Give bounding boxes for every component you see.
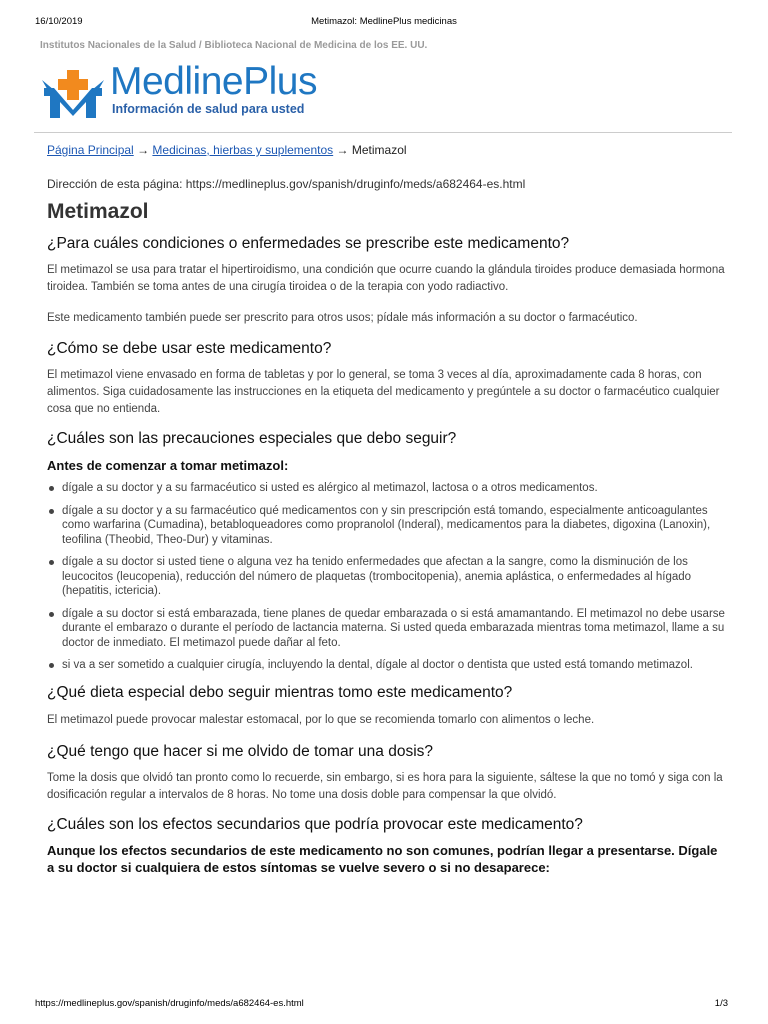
bullet-icon bbox=[49, 509, 54, 514]
list-item-text: dígale a su doctor si usted tiene o alguna vez ha tenido enfermedades que afectan a la sangre, como la disminución de los leucocitos (leucopenia), reducción del número de plaquetas (trombocitopenia), anemia aplástica, o enfermedades al hígado (hepatitis, ictericia). bbox=[62, 556, 692, 597]
section-heading-missed-dose: ¿Qué tengo que hacer si me olvido de tomar una dosis? bbox=[47, 742, 434, 760]
precautions-subheading: Antes de comenzar a tomar metimazol: bbox=[47, 458, 289, 473]
bullet-icon bbox=[49, 560, 54, 565]
print-date: 16/10/2019 bbox=[35, 16, 83, 27]
conditions-paragraph-1: El metimazol se usa para tratar el hipertiroidismo, una condición que ocurre cuando la glándula tiroides produce demasiada hormona tiroidea. También se toma antes de una cirugía tiroidea o de la terapia con yodo radiactivo. bbox=[47, 264, 725, 293]
diet-paragraph: El metimazol puede provocar malestar estomacal, por lo que se recomienda tomarlo con alimentos o leche. bbox=[47, 713, 595, 726]
list-item bbox=[47, 607, 727, 651]
breadcrumb bbox=[47, 142, 727, 158]
page-address: Dirección de esta página: https://medlineplus.gov/spanish/druginfo/meds/a682464-es.html bbox=[47, 177, 526, 191]
usage-paragraph: El metimazol viene envasado en forma de tabletas y por lo general, se toma 3 veces al día, aproximadamente cada 8 horas, con alimentos. Siga cuidadosamente las instrucciones en la etiqueta del medicamento y pregúntele a su doctor o farmacéutico cualquier cosa que no entienda. bbox=[47, 369, 720, 415]
logo-tagline: Información de salud para usted bbox=[112, 102, 305, 116]
print-footer-url: https://medlineplus.gov/spanish/druginfo/meds/a682464-es.html bbox=[35, 998, 304, 1009]
bullet-icon bbox=[49, 663, 54, 668]
logo-wordmark: MedlinePlus bbox=[110, 60, 317, 103]
bullet-icon bbox=[49, 486, 54, 491]
caduceus-person-icon bbox=[40, 66, 106, 122]
breadcrumb-current: Metimazol bbox=[351, 143, 407, 157]
list-item-text: si va a ser sometido a cualquier cirugía, incluyendo la dental, dígale al doctor o dentista que usted está tomando metimazol. bbox=[62, 659, 693, 671]
main-content bbox=[47, 142, 727, 876]
print-page-title: Metimazol: MedlinePlus medicinas bbox=[311, 16, 457, 27]
conditions-paragraph-2: Este medicamento también puede ser prescrito para otros usos; pídale más información a su doctor o farmacéutico. bbox=[47, 312, 638, 324]
side-effects-subheading: Aunque los efectos secundarios de este medicamento no son comunes, podrían llegar a presentarse. Dígale a su doctor si cualquiera de estos síntomas se vuelve severo o si no desaparece: bbox=[47, 842, 718, 875]
section-heading-usage: ¿Cómo se debe usar este medicamento? bbox=[47, 340, 332, 357]
precautions-list bbox=[47, 481, 727, 673]
section-heading-side-effects: ¿Cuáles son los efectos secundarios que podría provocar este medicamento? bbox=[47, 815, 583, 833]
list-item bbox=[47, 504, 727, 548]
breadcrumb-category-link[interactable]: Medicinas, hierbas y suplementos bbox=[152, 143, 334, 157]
list-item-text: dígale a su doctor y a su farmacéutico si usted es alérgico al metimazol, lactosa o a otros medicamentos. bbox=[62, 482, 598, 494]
section-heading-precautions: ¿Cuáles son las precauciones especiales que debo seguir? bbox=[47, 430, 457, 447]
medlineplus-logo[interactable] bbox=[40, 62, 320, 124]
page-title: Metimazol bbox=[47, 200, 149, 223]
breadcrumb-arrow: → bbox=[336, 143, 349, 157]
breadcrumb-home-link[interactable]: Página Principal bbox=[47, 143, 134, 157]
list-item bbox=[47, 481, 727, 496]
print-header bbox=[35, 16, 733, 30]
list-item bbox=[47, 555, 727, 599]
print-page-number: 1/3 bbox=[714, 998, 728, 1009]
institute-line: Institutos Nacionales de la Salud / Biblioteca Nacional de Medicina de los EE. UU. bbox=[40, 40, 428, 51]
list-item-text: dígale a su doctor si está embarazada, tiene planes de quedar embarazada o si está amamantando. El metimazol no debe usarse durante el embarazo o durante el período de lactancia materna. Si usted queda embarazada mientras toma metimazol, llame a su doctor de inmediato. El metimazol puede dañar al feto. bbox=[62, 607, 725, 649]
breadcrumb-arrow: → bbox=[137, 143, 150, 157]
section-heading-diet: ¿Qué dieta especial debo seguir mientras tomo este medicamento? bbox=[47, 683, 513, 701]
section-heading-conditions: ¿Para cuáles condiciones o enfermedades se prescribe este medicamento? bbox=[47, 235, 570, 252]
bullet-icon bbox=[49, 612, 54, 617]
header-divider bbox=[34, 132, 732, 133]
list-item-text: dígale a su doctor y a su farmacéutico qué medicamentos con y sin prescripción está tomando, especialmente anticoagulantes como warfarina (Cumadina), betabloqueadores como propranolol (Inderal), medicamentos para la diabetes, digoxina (Lanoxin), teofilina (Theobid, Theo-Dur) y vitaminas. bbox=[62, 504, 711, 546]
print-footer bbox=[35, 998, 728, 1010]
list-item bbox=[47, 658, 727, 673]
missed-dose-paragraph: Tome la dosis que olvidó tan pronto como lo recuerde, sin embargo, si es hora para la siguiente, sáltese la que no tomó y siga con la dosificación regular a intervalos de 8 horas. No tome una dosis doble para compensar la que olvidó. bbox=[47, 771, 723, 801]
